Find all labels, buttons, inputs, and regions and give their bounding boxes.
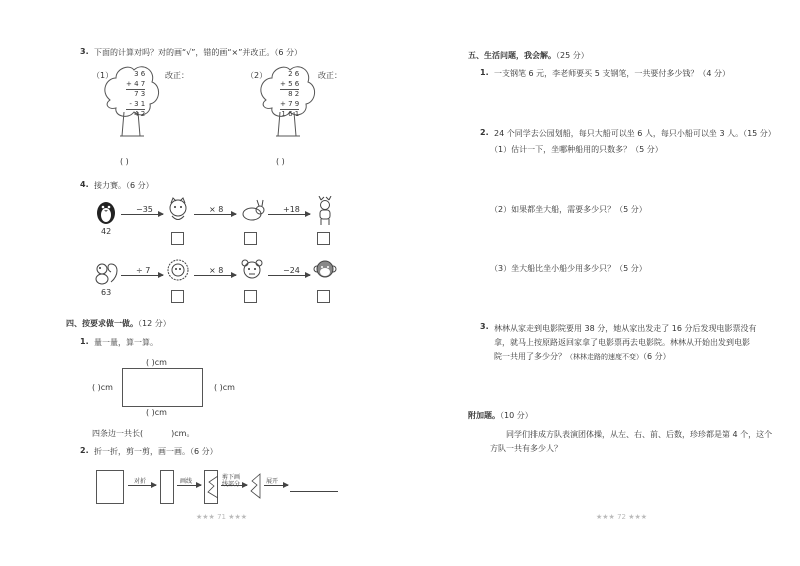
calc-line: 3 6 xyxy=(134,70,146,78)
s5-q1-number: 1. xyxy=(480,68,489,77)
page-number: 72 xyxy=(617,513,626,521)
row2-op-1: ÷ 7 xyxy=(136,266,151,275)
q3-sub2-fix-label: 改正： xyxy=(318,71,342,80)
q3-sub2-label: （2） xyxy=(246,71,268,80)
bonus-text xyxy=(490,428,772,456)
calc-line: + 5 6 xyxy=(280,80,299,91)
answer-box[interactable] xyxy=(171,290,184,303)
s4-q2-number: 2. xyxy=(80,446,89,455)
cut-label xyxy=(222,474,240,488)
section4-points: （12 分） xyxy=(138,319,171,328)
s5-q2-sub2: （2）如果都坐大船，需要多少只？（5 分） xyxy=(490,205,647,214)
row2-arrow-3 xyxy=(268,275,310,276)
page-number-left xyxy=(196,513,247,521)
fold-arrow xyxy=(128,485,156,486)
answer-box[interactable] xyxy=(244,232,257,245)
section4-heading xyxy=(66,318,171,329)
open-label: 展开 xyxy=(266,478,279,485)
bonus-title: 附加题。 xyxy=(468,411,500,420)
q3-sub2-judge[interactable]: ( ) xyxy=(276,157,285,166)
lion-icon xyxy=(165,258,191,286)
draw-label: 画线 xyxy=(180,478,193,485)
q4-number: 4. xyxy=(80,180,89,189)
footer-stars-right: ★★★ xyxy=(625,513,648,521)
drawn-shape xyxy=(206,474,218,502)
rect-left-label: ( )cm xyxy=(92,383,113,392)
calc-line: 2 6 xyxy=(288,70,300,78)
row2-start-number: 63 xyxy=(101,288,112,297)
s5-q2-sub3: （3）坐大船比坐小船少用多少只？（5 分） xyxy=(490,264,647,273)
s5-q2-sub1: （1）估计一下，坐哪种船用的只数多？（5 分） xyxy=(490,145,663,154)
s5-q3-number: 3. xyxy=(480,322,489,331)
s4-q1-prompt: 量一量，算一算。 xyxy=(94,338,158,347)
q4-prompt: 接力赛。（6 分） xyxy=(94,181,154,190)
q3-sub1-label: （1） xyxy=(92,71,114,80)
row1-op-3: +18 xyxy=(283,205,300,214)
q3-sub1-judge[interactable]: ( ) xyxy=(120,157,129,166)
rabbit-icon xyxy=(238,199,266,225)
s5-q3-points: （6 分） xyxy=(643,352,671,361)
calc-line: - 3 1 xyxy=(126,100,145,111)
calc-line: + 7 9 xyxy=(280,100,299,111)
q3-sub1-calc xyxy=(126,70,145,120)
monkey-icon xyxy=(312,258,338,286)
paper-square xyxy=(96,470,124,504)
s5-q2-text: 24 个同学去公园划船，每只大船可以坐 6 人，每只小船可以坐 3 人。（15 分） xyxy=(494,129,776,138)
s5-q3-text xyxy=(494,322,757,364)
section5-points: （25 分） xyxy=(556,51,589,60)
row2-arrow-1 xyxy=(121,275,163,276)
row2-op-3: −24 xyxy=(283,266,300,275)
perimeter-suffix: )cm。 xyxy=(171,429,195,438)
section5-heading xyxy=(468,50,589,61)
row1-op-2: × 8 xyxy=(209,205,224,214)
answer-box[interactable] xyxy=(317,290,330,303)
footer-stars-left: ★★★ xyxy=(596,513,618,521)
squirrel-icon xyxy=(91,258,119,288)
folded-paper xyxy=(160,470,174,504)
calc-line: + 4 7 xyxy=(126,80,145,91)
section4-title: 四、按要求做一做。 xyxy=(66,319,138,328)
s4-q2-prompt: 折一折，剪一剪，画一画。（6 分） xyxy=(94,447,218,456)
s5-q3-line: 拿，就马上按原路返回家拿了电影票再去电影院。林林从开始出发到电影 xyxy=(494,338,750,347)
row1-arrow-1 xyxy=(121,214,163,215)
draw-answer-line[interactable] xyxy=(290,491,338,492)
s5-q3-line: 林林从家走到电影院要用 38 分，她从家出发走了 16 分后发现电影票没有 xyxy=(494,324,757,333)
page-number-right xyxy=(596,513,647,521)
answer-box[interactable] xyxy=(244,290,257,303)
rect-bottom-label: ( )cm xyxy=(146,408,167,417)
fold-label: 对折 xyxy=(134,478,147,485)
row1-arrow-3 xyxy=(268,214,310,215)
draw-arrow xyxy=(177,485,201,486)
answer-box[interactable] xyxy=(171,232,184,245)
bonus-line: 方队一共有多少人？ xyxy=(490,444,562,453)
deer-icon xyxy=(313,196,337,228)
s5-q1-text: 一支钢笔 6 元，李老师要买 5 支钢笔，一共要付多少钱？（4 分） xyxy=(494,69,730,78)
calc-line: 8 2 xyxy=(288,90,300,99)
cat-icon xyxy=(165,197,191,225)
penguin-icon xyxy=(92,197,120,227)
row2-arrow-2 xyxy=(194,275,236,276)
q3-prompt: 下面的计算对吗？对的画“√”，错的画“×”并改正。（6 分） xyxy=(94,48,303,57)
rect-top-label: ( )cm xyxy=(146,358,167,367)
s5-q3-line: 院一共用了多少分？（林林走路的速度不变）（6 分） xyxy=(494,352,671,361)
calc-line: 1 6 1 xyxy=(281,110,300,119)
calc-line: 7 3 xyxy=(134,90,146,99)
row1-op-1: −35 xyxy=(136,205,153,214)
q3-sub2-calc xyxy=(280,70,299,120)
q3-sub1-fix-label: 改正： xyxy=(165,71,189,80)
calc-line: 4 2 xyxy=(134,110,146,119)
row1-start-number: 42 xyxy=(101,227,112,236)
bonus-points: （10 分） xyxy=(500,411,533,420)
q3-number: 3. xyxy=(80,47,89,56)
row2-op-2: × 8 xyxy=(209,266,224,275)
cut-shape xyxy=(250,472,262,502)
s5-q2-number: 2. xyxy=(480,128,489,137)
measure-rectangle xyxy=(122,368,203,407)
answer-box[interactable] xyxy=(317,232,330,245)
perimeter-prefix: 四条边一共长( xyxy=(92,429,144,438)
cut-label-line: 线部分 xyxy=(222,481,241,488)
section5-title: 五、生活问题，我会解。 xyxy=(468,51,556,60)
bonus-heading xyxy=(468,410,533,421)
open-arrow xyxy=(264,485,288,486)
s4-q1-number: 1. xyxy=(80,337,89,346)
cut-label-line: 剪下画 xyxy=(222,474,241,481)
footer-stars-left: ★★★ xyxy=(196,513,218,521)
right-page xyxy=(400,0,800,566)
page-number: 71 xyxy=(217,513,226,521)
s5-q3-note: （林林走路的速度不变） xyxy=(566,353,643,361)
bonus-line: 同学们排成方队表演团体操，从左、右、前、后数，珍珍都是第 4 个，这个 xyxy=(506,430,773,439)
perimeter-sentence xyxy=(92,428,194,439)
row1-arrow-2 xyxy=(194,214,236,215)
bear-icon xyxy=(239,258,265,286)
footer-stars-right: ★★★ xyxy=(225,513,248,521)
rect-right-label: ( )cm xyxy=(214,383,235,392)
